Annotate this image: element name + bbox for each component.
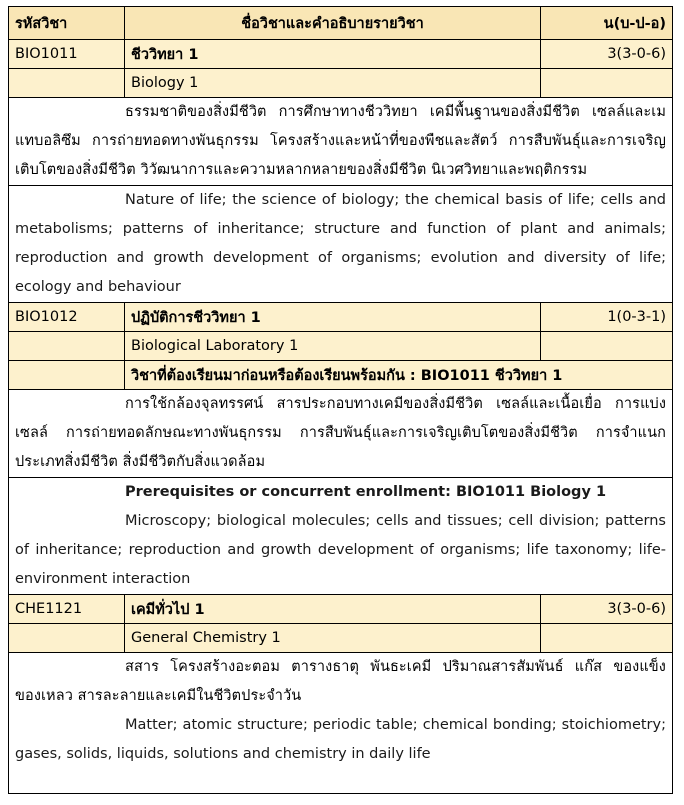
course-prereq-row: [9, 361, 673, 390]
course-title-row: [9, 40, 673, 69]
course-prereq-th: วิชาที่ต้องเรียนมาก่อนหรือต้องเรียนพร้อมกัน : BIO1011 ชีววิทยา 1: [125, 361, 673, 390]
course-desc-en-cell: [9, 478, 673, 595]
course-name-en-row: [9, 332, 673, 361]
empty-cell: [541, 332, 673, 361]
empty-cell: [9, 69, 125, 98]
course-name-th: ชีววิทยา 1: [125, 40, 541, 69]
course-prereq-en: Prerequisites or concurrent enrollment: BIO1011 Biology 1: [125, 484, 607, 500]
course-code: CHE1121: [9, 595, 125, 624]
course-desc-cell: [9, 653, 673, 794]
course-desc-th: สสาร โครงสร้างอะตอม ตารางธาตุ พันธะเคมี ปริมาณสารสัมพันธ์ แก๊ส ของแข็ง ของเหลว สารละลายและเคมีในชีวิตประจำวัน: [15, 659, 666, 704]
header-credit: น(บ-ป-อ): [541, 7, 673, 40]
course-desc-th: ธรรมชาติของสิ่งมีชีวิต การศึกษาทางชีววิทยา เคมีพื้นฐานของสิ่งมีชีวิต เซลล์และเมแทบอลิซึม การถ่ายทอดทางพันธุกรรม โครงสร้างและหน้าที่ของพืชและสัตว์ การสืบพันธุ์และการเจริญเติบโตของสิ่งมีชีวิต วิวัฒนาการและความหลากหลายของสิ่งมีชีวิต นิเวศวิทยาและพฤติกรรม: [15, 104, 666, 178]
empty-cell: [9, 332, 125, 361]
course-credit: 1(0-3-1): [541, 303, 673, 332]
header-code: รหัสวิชา: [9, 7, 125, 40]
course-desc-en-row: [9, 478, 673, 595]
course-title-row: [9, 303, 673, 332]
course-table: [8, 6, 673, 794]
course-name-en: Biology 1: [125, 69, 541, 98]
course-desc-th-cell: [9, 390, 673, 478]
course-code: BIO1011: [9, 40, 125, 69]
table-header-row: [9, 7, 673, 40]
course-name-en: General Chemistry 1: [125, 624, 541, 653]
course-desc-en-row: [9, 186, 673, 303]
course-desc-th-row: [9, 390, 673, 478]
empty-cell: [9, 624, 125, 653]
course-name-en: Biological Laboratory 1: [125, 332, 541, 361]
empty-cell: [541, 624, 673, 653]
course-desc-en: Nature of life; the science of biology; the chemical basis of life; cells and metabolisms; patterns of inheritance; structure and function of plant and animals; reproduction and growth development of organisms; evolution and diversity of life; ecology and behaviour: [15, 192, 666, 295]
course-name-th: เคมีทั่วไป 1: [125, 595, 541, 624]
course-desc-row: [9, 653, 673, 794]
course-name-en-row: [9, 69, 673, 98]
course-desc-en: Matter; atomic structure; periodic table; chemical bonding; stoichiometry; gases, solids, liquids, solutions and chemistry in daily life: [15, 717, 666, 762]
course-name-th: ปฏิบัติการชีววิทยา 1: [125, 303, 541, 332]
course-desc-th-cell: [9, 98, 673, 186]
course-desc-th: การใช้กล้องจุลทรรศน์ สารประกอบทางเคมีของสิ่งมีชีวิต เซลล์และเนื้อเยื่อ การแบ่งเซลล์ การถ่ายทอดลักษณะทางพันธุกรรม การสืบพันธุ์และการเจริญเติบโตของสิ่งมีชีวิต การจำแนกประเภทสิ่งมีชีวิต สิ่งมีชีวิตกับสิ่งแวดล้อม: [15, 396, 666, 470]
empty-cell: [9, 361, 125, 390]
course-credit: 3(3-0-6): [541, 40, 673, 69]
course-name-en-row: [9, 624, 673, 653]
course-credit: 3(3-0-6): [541, 595, 673, 624]
course-desc-th-row: [9, 98, 673, 186]
header-name: ชื่อวิชาและคำอธิบายรายวิชา: [125, 7, 541, 40]
course-code: BIO1012: [9, 303, 125, 332]
empty-cell: [541, 69, 673, 98]
course-title-row: [9, 595, 673, 624]
course-desc-en: Microscopy; biological molecules; cells and tissues; cell division; patterns of inheritance; reproduction and growth development of organisms; life taxonomy; life-environment interaction: [15, 513, 666, 587]
course-desc-en-cell: [9, 186, 673, 303]
